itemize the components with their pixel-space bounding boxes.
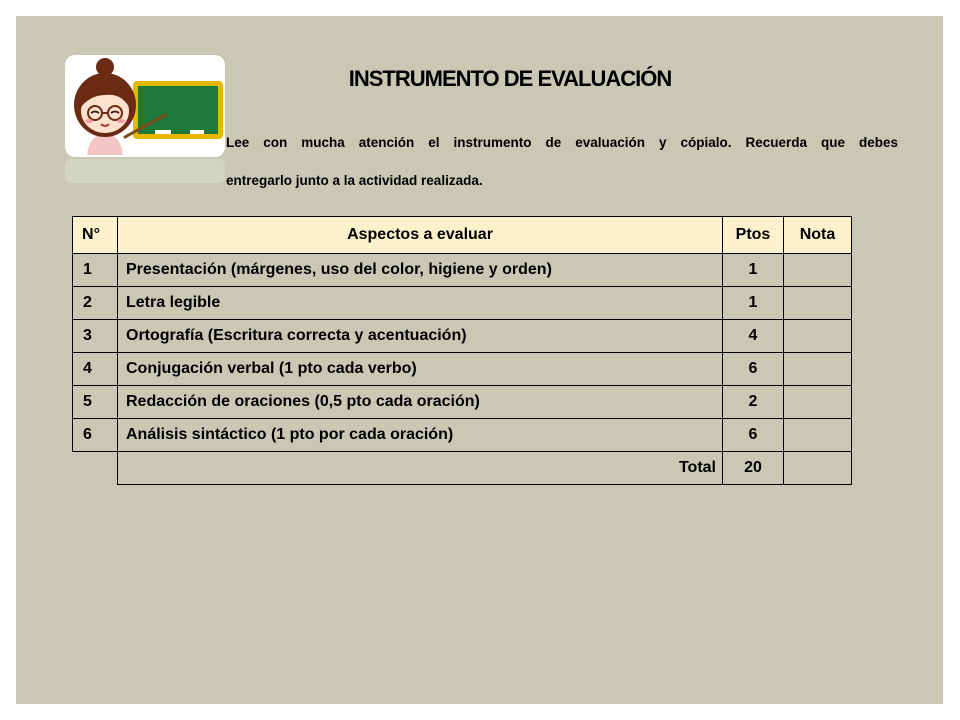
row-pts: 1 bbox=[723, 254, 784, 287]
slide bbox=[16, 16, 943, 704]
page-title: INSTRUMENTO DE EVALUACIÓN bbox=[348, 66, 672, 91]
row-pts: 4 bbox=[723, 320, 784, 353]
row-aspect: Redacción de oraciones (0,5 pto cada oración) bbox=[118, 386, 723, 419]
total-label: Total bbox=[118, 452, 723, 485]
intro-line-1: Lee con mucha atención el instrumento de evaluación y cópialo. Recuerda que debes bbox=[226, 135, 898, 150]
intro-text bbox=[226, 128, 898, 196]
row-nota bbox=[784, 386, 852, 419]
row-nota bbox=[784, 353, 852, 386]
row-num: 6 bbox=[73, 419, 118, 452]
evaluation-table bbox=[72, 216, 852, 485]
total-value: 20 bbox=[723, 452, 784, 485]
intro-line-2: entregarlo junto a la actividad realizada. bbox=[226, 173, 483, 188]
row-num: 4 bbox=[73, 353, 118, 386]
table-row bbox=[73, 419, 852, 452]
row-pts: 1 bbox=[723, 287, 784, 320]
row-pts: 2 bbox=[723, 386, 784, 419]
row-nota bbox=[784, 320, 852, 353]
header-num: N° bbox=[73, 217, 118, 254]
header-aspect: Aspectos a evaluar bbox=[118, 217, 723, 254]
teacher-illustration-icon bbox=[65, 55, 225, 185]
table-row bbox=[73, 287, 852, 320]
row-nota bbox=[784, 254, 852, 287]
total-row bbox=[73, 452, 852, 485]
row-num: 3 bbox=[73, 320, 118, 353]
total-blank-cell bbox=[73, 452, 118, 485]
table-row bbox=[73, 386, 852, 419]
total-nota bbox=[784, 452, 852, 485]
table-row bbox=[73, 353, 852, 386]
row-nota bbox=[784, 419, 852, 452]
row-aspect: Análisis sintáctico (1 pto por cada oración) bbox=[118, 419, 723, 452]
row-pts: 6 bbox=[723, 419, 784, 452]
header-nota: Nota bbox=[784, 217, 852, 254]
table-row bbox=[73, 254, 852, 287]
row-aspect: Ortografía (Escritura correcta y acentuación) bbox=[118, 320, 723, 353]
table-header-row bbox=[73, 217, 852, 254]
row-pts: 6 bbox=[723, 353, 784, 386]
row-aspect: Letra legible bbox=[118, 287, 723, 320]
row-nota bbox=[784, 287, 852, 320]
row-aspect: Conjugación verbal (1 pto cada verbo) bbox=[118, 353, 723, 386]
row-num: 1 bbox=[73, 254, 118, 287]
header-pts: Ptos bbox=[723, 217, 784, 254]
row-num: 5 bbox=[73, 386, 118, 419]
row-aspect: Presentación (márgenes, uso del color, higiene y orden) bbox=[118, 254, 723, 287]
table-row bbox=[73, 320, 852, 353]
row-num: 2 bbox=[73, 287, 118, 320]
